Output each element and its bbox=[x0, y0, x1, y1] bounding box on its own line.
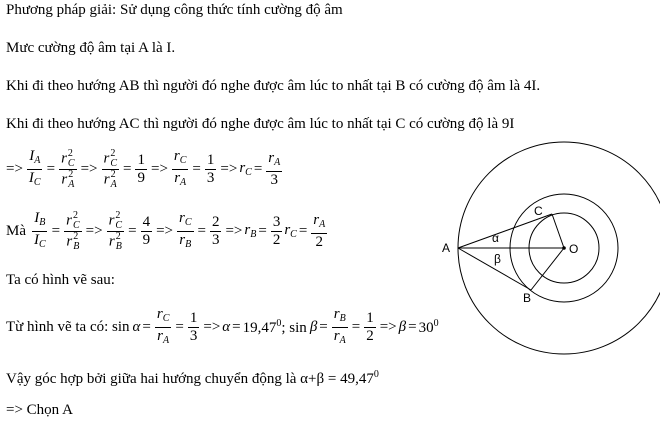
label-alpha: α bbox=[492, 231, 499, 245]
intensity-at-a-line: Mưc cường độ âm tại A là I. bbox=[6, 40, 176, 56]
line-oc bbox=[552, 214, 564, 248]
answer-line: => Chọn A bbox=[6, 402, 73, 418]
equation-ratio-ia-ic: => $\frac{I_A}{I_C}$ = r 2 C r 2 A => r 2 C r 2 A = $\frac{1}{9}$ => $\frac{r_C}{r_A}$ = $\frac{1}{3}$ => $r_C$ = $\frac{r_A}{3}$ bbox=[6, 147, 281, 190]
label-a: A bbox=[442, 241, 451, 255]
direction-ab-line: Khi đi theo hướng AB thì người đó nghe được âm lúc to nhất tại B có cường độ âm là 4I. bbox=[6, 78, 541, 94]
line-ac bbox=[458, 214, 552, 248]
point-o bbox=[562, 246, 566, 250]
label-beta: β bbox=[494, 252, 501, 266]
label-c: C bbox=[534, 204, 543, 218]
label-b: B bbox=[523, 291, 532, 305]
summary-line: Vậy góc hợp bởi giữa hai hướng chuyển động là $\alpha+\beta = 49,47^0$ bbox=[6, 369, 379, 387]
equation-ratio-ib-ic: Mà $\frac{I_B}{I_C}$ = r 2 C r 2 B => r 2 C r 2 B = $\frac{4}{9}$ => $\frac{r_C}{r_B}$ = $\frac{2}{3}$ => $r_B$ = $\frac{3}{2}$ $r_C$ = $\frac{r_A}{2}$ bbox=[6, 209, 326, 252]
concentric-circles-figure bbox=[440, 136, 660, 368]
equation-sines: Từ hình vẽ ta có: sin α = $\frac{r_C}{r_A}$ = $\frac{1}{3}$ => α = 19,47$^0$; sin β = $\frac{r_B}{r_A}$ = $\frac{1}{2}$ => β = $30^0$ bbox=[6, 305, 439, 346]
direction-ac-line: Khi đi theo hướng AC thì người đó nghe được âm lúc to nhất tại C có cường độ là 9I bbox=[6, 116, 515, 132]
figure-intro-line: Ta có hình vẽ sau: bbox=[6, 272, 115, 288]
method-line: Phương pháp giải: Sử dụng công thức tính cường độ âm bbox=[6, 2, 343, 18]
label-o: O bbox=[569, 242, 579, 256]
